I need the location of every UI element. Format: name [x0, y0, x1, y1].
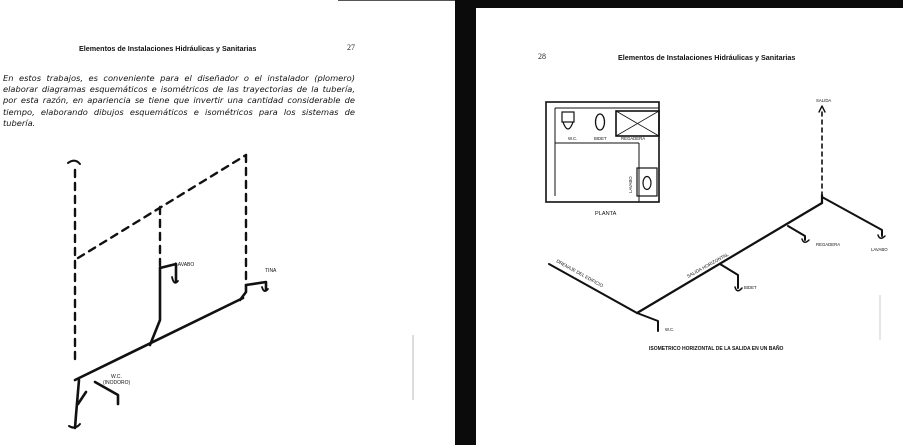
page-header: Elementos de Instalaciones Hidráulicas y Sanitarias: [79, 44, 257, 53]
book-gutter: [455, 0, 476, 445]
iso-wc-label: W.C.: [665, 327, 675, 332]
page-header: Elementos de Instalaciones Hidráulicas y Sanitarias: [618, 53, 796, 62]
right-page: [476, 0, 903, 445]
inodoro-label: (INODORO): [103, 380, 131, 386]
plan-bidet-label: BIDET: [594, 136, 607, 141]
iso-regadera-label: REGADERA: [816, 242, 841, 247]
tina-label: TINA: [265, 268, 277, 274]
plan-title: PLANTA: [595, 211, 617, 217]
bidet-fixture: [596, 114, 605, 130]
vent-dashed-lines: [75, 155, 246, 360]
exit-arrow: [819, 106, 825, 112]
horizontal-exit-pipe: [637, 203, 822, 313]
drain-pipe: [75, 264, 266, 428]
plan-lavabo-label: LAVABO: [628, 176, 633, 193]
drenaje-label: DRENAJE DEL EDIFICIO: [555, 258, 605, 289]
bathroom-drawings: [476, 0, 903, 445]
salida-horizontal-label: SALIDA HORIZONTAL: [686, 251, 730, 279]
building-drain-pipe: [549, 264, 637, 313]
wc-fixture-tank: [562, 112, 574, 122]
wc-fixture-bowl: [563, 122, 573, 129]
plan-regadera-label: REGADERA: [621, 136, 646, 141]
lavabo-fixture: [637, 168, 657, 196]
page-number: 28: [538, 52, 546, 61]
wc-label: W.C.: [111, 374, 122, 380]
iso-lavabo-label: LAVABO: [871, 247, 888, 252]
salida-label: SALIDA: [816, 98, 832, 103]
plan-wc-label: W.C.: [568, 136, 578, 141]
figure-caption: ISOMETRICO HORIZONTAL DE LA SALIDA EN UN BAÑO: [649, 346, 784, 352]
iso-bidet-label: BIDET: [744, 285, 757, 290]
body-paragraph: En estos trabajos, es conveniente para el diseñador o el instalador (plomero) elaborar diagramas esquemáticos e isométricos de las trayectorias de la tubería, por esta razón, en apariencia se tiene que invertir una cantidad considerable de tiempo, elaborando dibujos esquemáticos e isométricos para los sistemas de tubería.: [3, 73, 355, 128]
floor-plan: [546, 102, 659, 202]
page-number: 27: [347, 43, 355, 52]
lavabo-label: LAVABO: [175, 262, 195, 268]
vent-cap-top: [68, 161, 80, 164]
